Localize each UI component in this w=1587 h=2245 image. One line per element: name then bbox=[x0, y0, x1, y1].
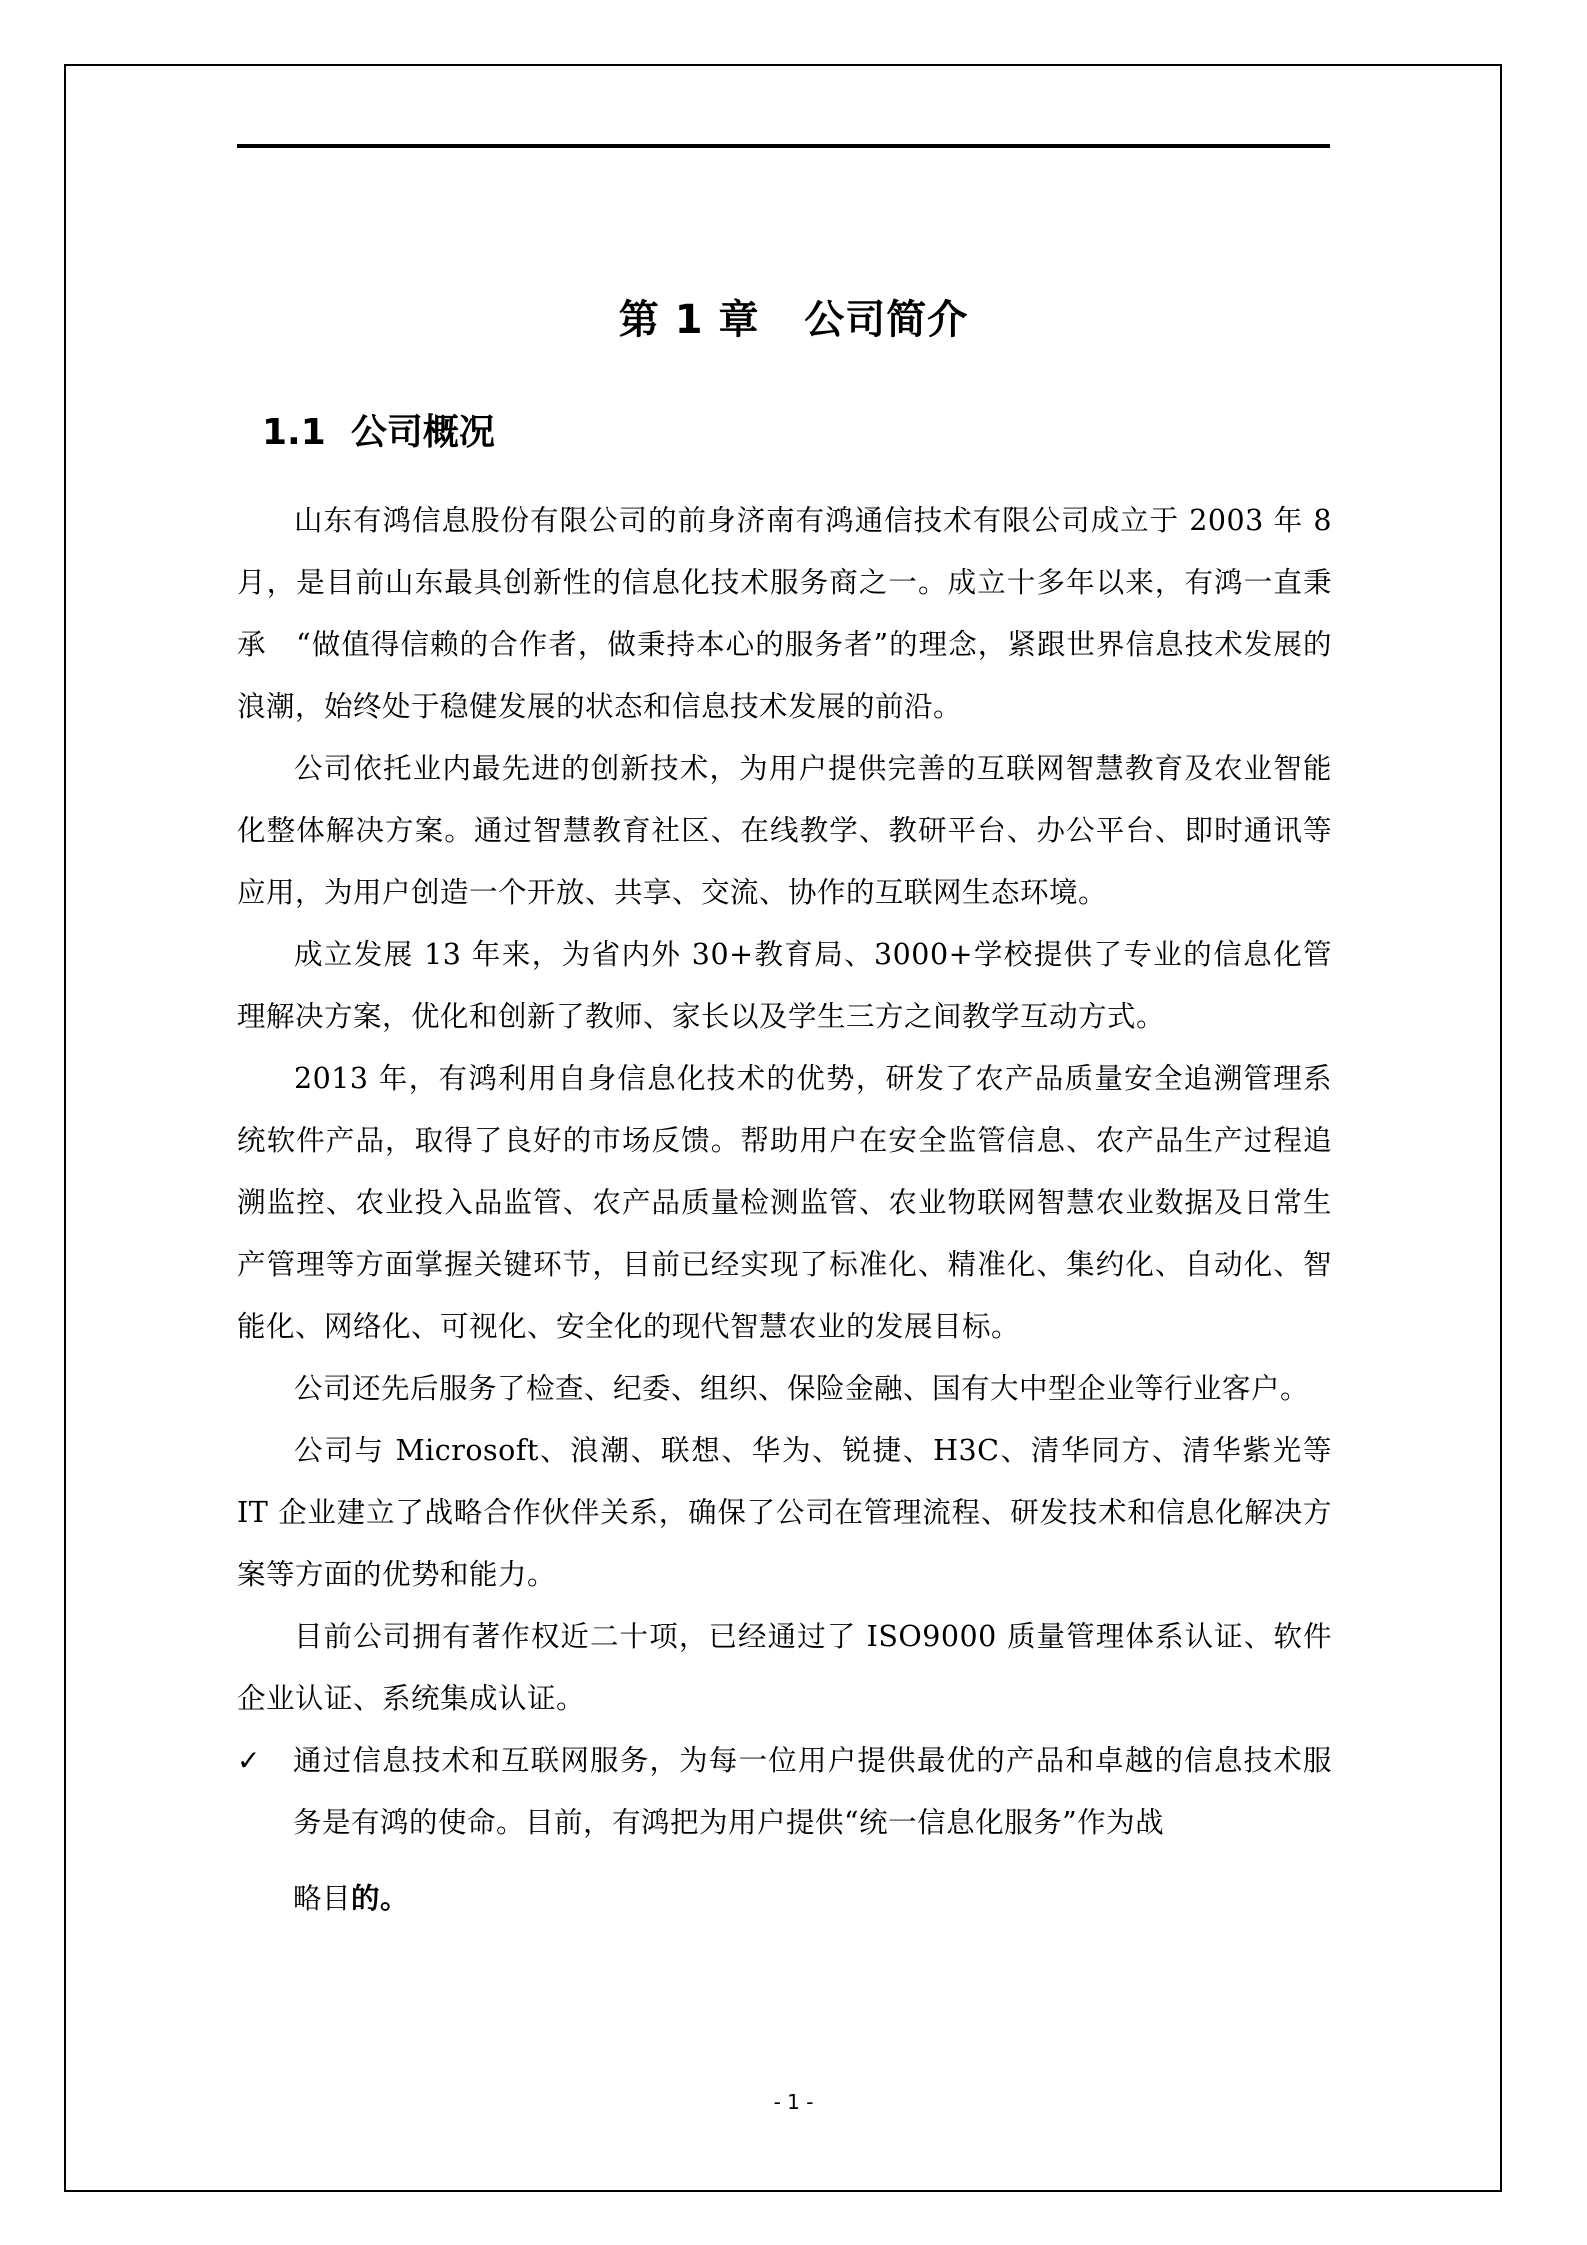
checkmark-icon: ✓ bbox=[237, 1744, 261, 1777]
paragraph-industry-clients: 公司还先后服务了检查、纪委、组织、保险金融、国有大中型企业等行业客户。 bbox=[294, 1372, 1310, 1405]
mission-bullet bbox=[237, 1730, 1332, 1930]
mission-tail-plain: 略目 bbox=[293, 1882, 352, 1915]
chapter-title: 第 1 章 公司简介 bbox=[618, 297, 969, 343]
paragraph-partners: 公司与 Microsoft、浪潮、联想、华为、锐捷、H3C、清华同方、清华紫光等 IT 企业建立了战略合作伙伴关系，确保了公司在管理流程、研发技术和信息化解决方案等方面的优势和能力。 bbox=[237, 1434, 1332, 1591]
mission-text-tail bbox=[293, 1868, 1332, 1930]
section-title: 1.1 公司概况 bbox=[262, 412, 495, 453]
document-body bbox=[237, 490, 1332, 1930]
paragraph-company-history: 山东有鸿信息股份有限公司的前身济南有鸿通信技术有限公司成立于 2003 年 8 月，是目前山东最具创新性的信息化技术服务商之一。成立十多年以来，有鸿一直秉承 “做值得信赖的合作者，做秉持本心的服务者”的理念，紧跟世界信息技术发展的浪潮，始终处于稳健发展的状态和信息技术发展的前沿。 bbox=[237, 504, 1332, 723]
paragraph-agriculture: 2013 年，有鸿利用自身信息化技术的优势，研发了农产品质量安全追溯管理系统软件产品，取得了良好的市场反馈。帮助用户在安全监管信息、农产品生产过程追溯监控、农业投入品监管、农产品质量检测监管、农业物联网智慧农业数据及日常生产管理等方面掌握关键环节，目前已经实现了标准化、精准化、集约化、自动化、智能化、网络化、可视化、安全化的现代智慧农业的发展目标。 bbox=[237, 1062, 1332, 1343]
mission-tail-bold: 的。 bbox=[351, 1882, 410, 1915]
page-number: - 1 - bbox=[773, 2090, 814, 2114]
paragraph-education-clients: 成立发展 13 年来，为省内外 30+教育局、3000+学校提供了专业的信息化管理解决方案，优化和创新了教师、家长以及学生三方之间教学互动方式。 bbox=[237, 938, 1332, 1033]
paragraph-certifications: 目前公司拥有著作权近二十项，已经通过了 ISO9000 质量管理体系认证、软件企业认证、系统集成认证。 bbox=[237, 1620, 1332, 1715]
paragraph-solutions: 公司依托业内最先进的创新技术，为用户提供完善的互联网智慧教育及农业智能化整体解决方案。通过智慧教育社区、在线教学、教研平台、办公平台、即时通讯等应用，为用户创造一个开放、共享、交流、协作的互联网生态环境。 bbox=[237, 752, 1332, 909]
mission-text: 通过信息技术和互联网服务，为每一位用户提供最优的产品和卓越的信息技术服务是有鸿的使命。目前，有鸿把为用户提供“统一信息化服务”作为战 bbox=[293, 1744, 1332, 1839]
header-rule bbox=[237, 144, 1330, 148]
